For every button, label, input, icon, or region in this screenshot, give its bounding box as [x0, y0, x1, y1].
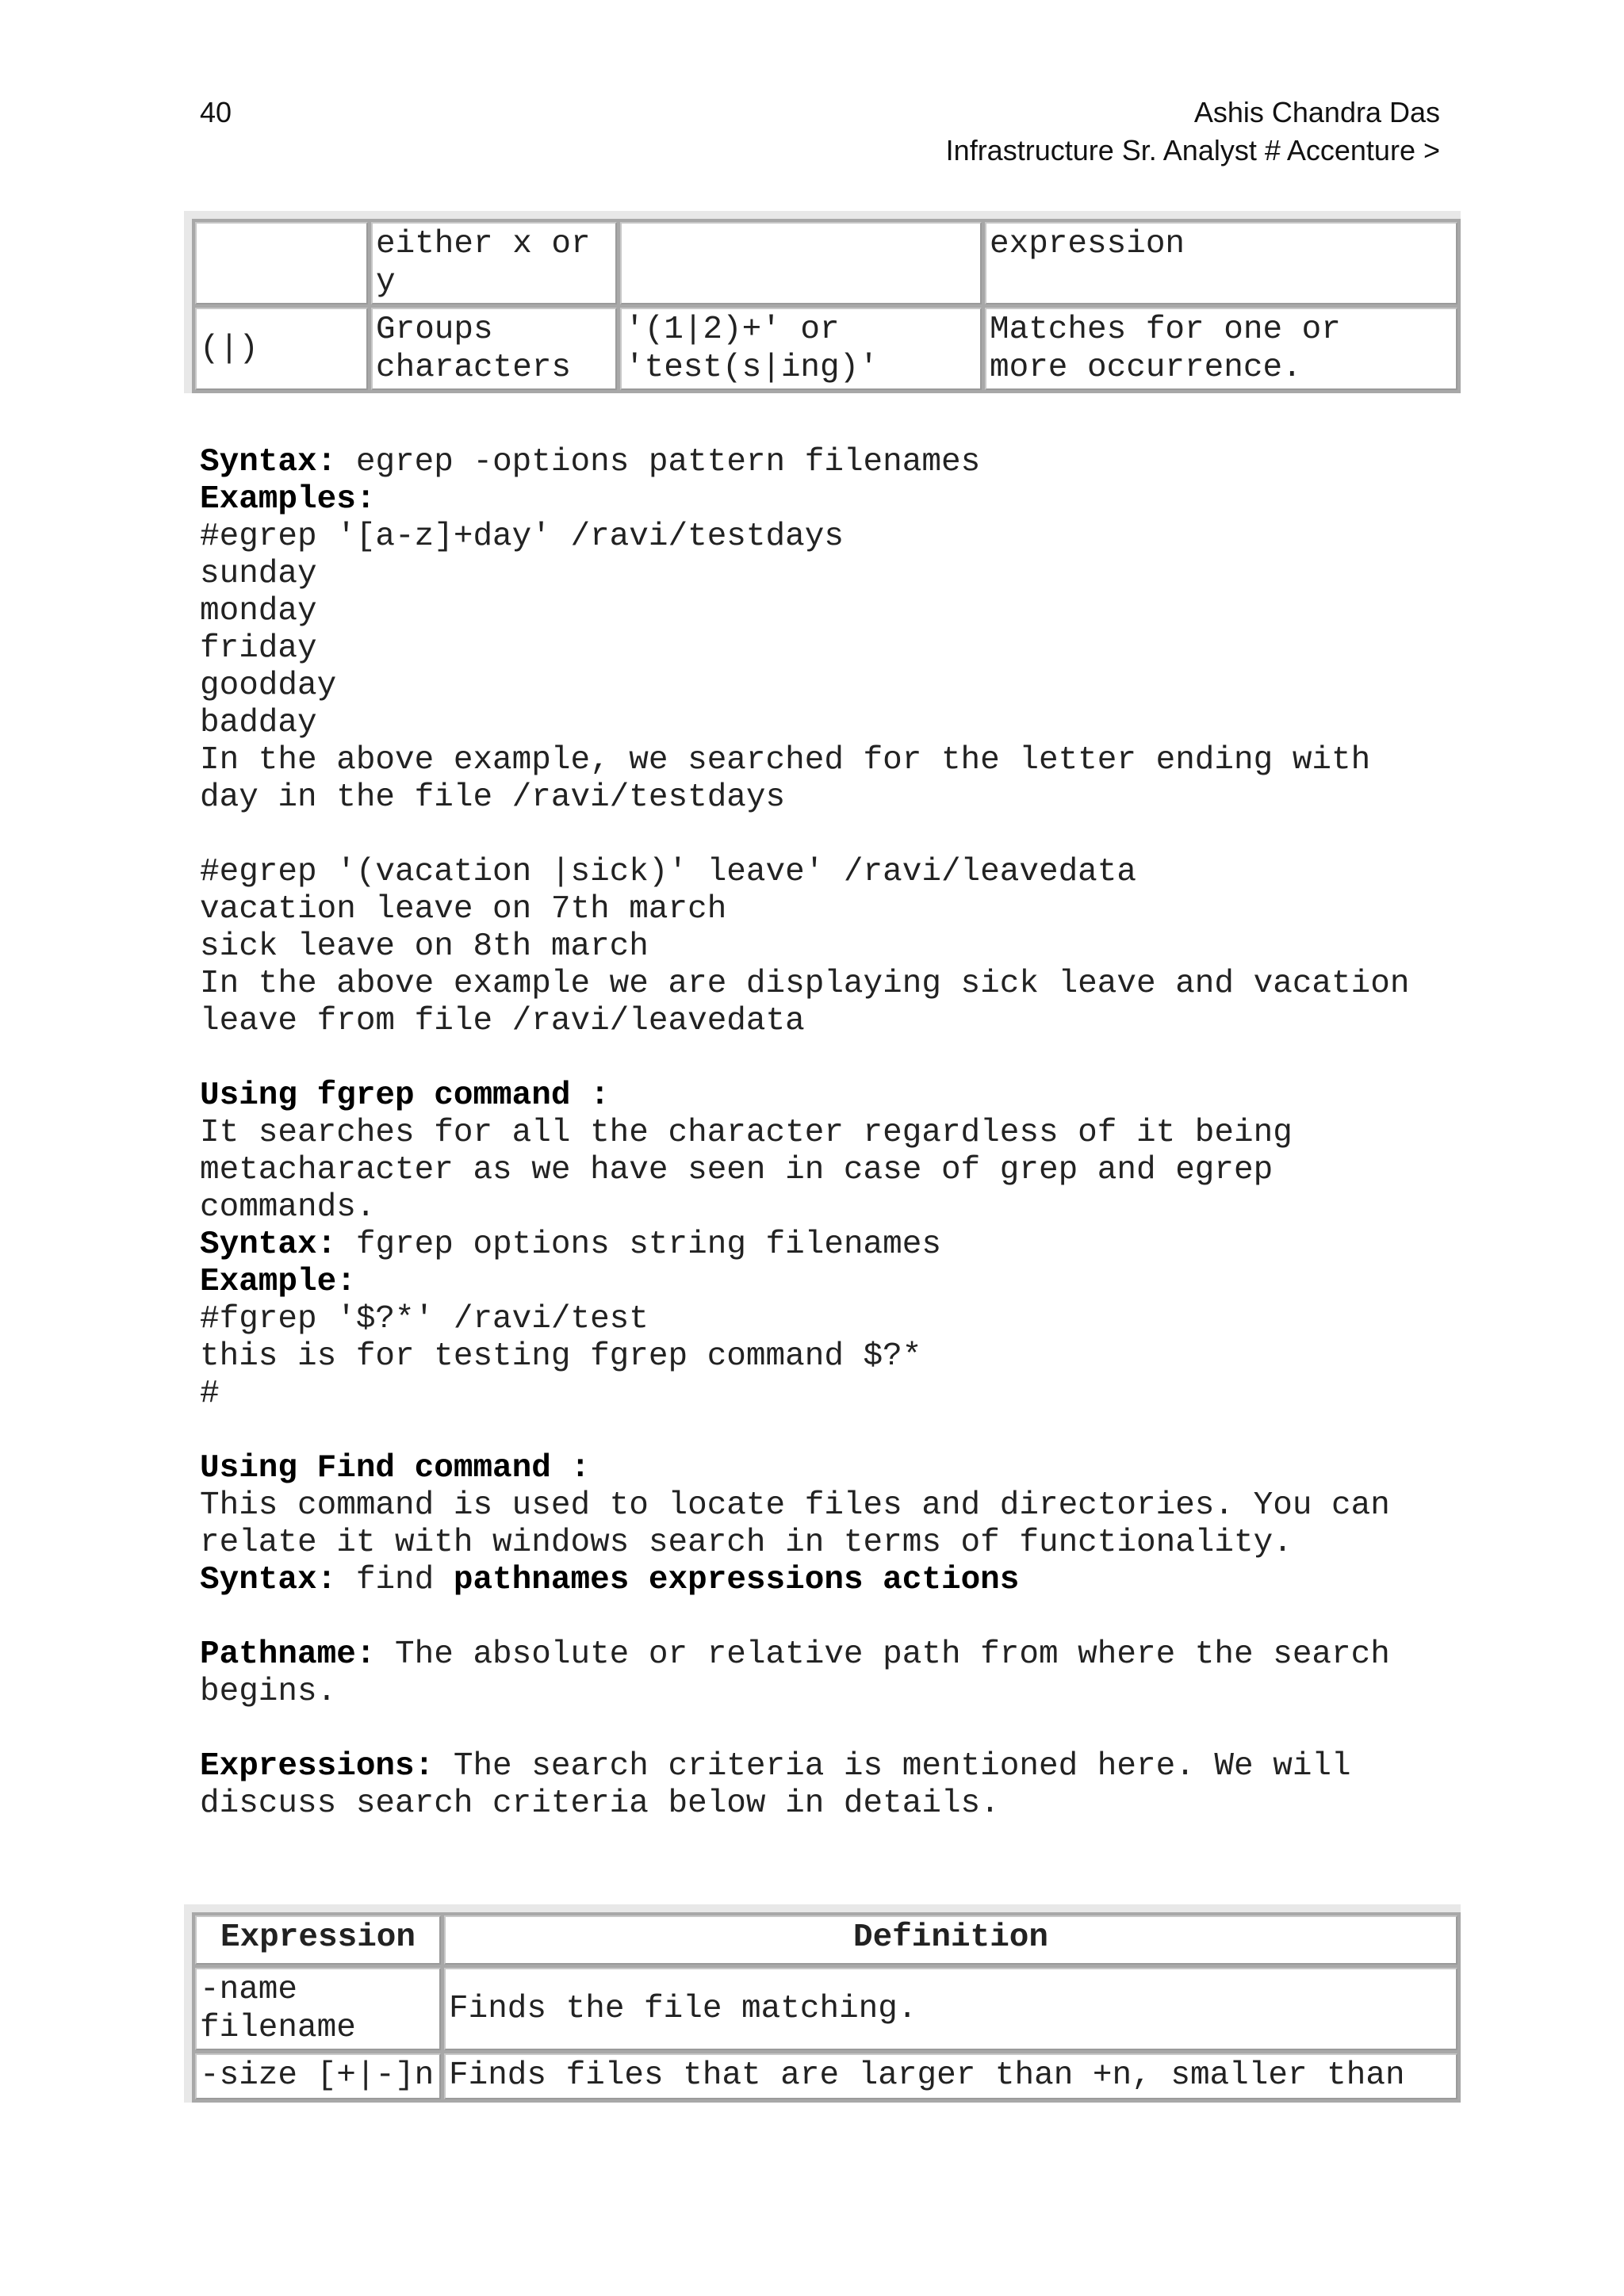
description-line: begins. [200, 1674, 337, 1710]
find-heading: Using Find command : [200, 1450, 591, 1487]
cell-text: Matches for one or more occurrence. [990, 312, 1341, 386]
expressions-text: The search criteria is mentioned here. We will [434, 1748, 1351, 1785]
description-line: discuss search criteria below in details. [200, 1785, 1000, 1822]
description-line: relate it with windows search in terms of functionality. [200, 1525, 1293, 1561]
header-cell: Definition [444, 1915, 1457, 1965]
table-cell [620, 308, 982, 390]
table-row [195, 308, 1457, 390]
description-line: metacharacter as we have seen in case of grep and egrep [200, 1152, 1274, 1188]
egrep-syntax-line [200, 444, 1484, 481]
blank-line [200, 1413, 1484, 1450]
table-cell [195, 222, 368, 304]
table-cell: expression [985, 222, 1457, 304]
find-syntax-line [200, 1562, 1484, 1599]
expressions-line [200, 1748, 1484, 1785]
table-cell [985, 308, 1457, 390]
output-line: this is for testing fgrep command $?* [200, 1338, 922, 1375]
example-label: Example: [200, 1264, 356, 1300]
table-cell: -size [+|-]n [195, 2053, 441, 2099]
syntax-label: Syntax: [200, 1562, 337, 1598]
header-cell: Expression [195, 1915, 441, 1965]
table-cell [620, 222, 982, 304]
blank-line [200, 1040, 1484, 1077]
table-header-row [195, 1915, 1457, 1965]
output-line: sunday [200, 556, 317, 592]
table-cell: (|) [195, 308, 368, 390]
fgrep-syntax-line [200, 1226, 1484, 1264]
blank-line [200, 817, 1484, 854]
fgrep-heading: Using fgrep command : [200, 1077, 610, 1114]
syntax-text: find [336, 1562, 454, 1598]
pathname-label: Pathname: [200, 1636, 376, 1673]
regex-table-continued [184, 211, 1461, 393]
table-row [195, 2053, 1457, 2099]
syntax-text: egrep -options pattern filenames [336, 444, 981, 480]
prompt-line: # [200, 1376, 220, 1412]
table-cell: Finds the file matching. [444, 1968, 1457, 2050]
find-expressions-table [184, 1904, 1461, 2103]
blank-line [200, 1711, 1484, 1748]
expressions-label: Expressions: [200, 1748, 435, 1785]
output-line: sick leave on 8th march [200, 928, 649, 965]
description-line: In the above example we are displaying sick leave and vacation [200, 966, 1410, 1002]
table-cell [371, 222, 617, 304]
table-cell: Finds files that are larger than +n, smaller than [444, 2053, 1457, 2099]
cell-text: Groups characters [376, 312, 572, 386]
syntax-label: Syntax: [200, 1226, 337, 1263]
body-text [200, 444, 1484, 1823]
syntax-text: fgrep options string filenames [336, 1226, 941, 1263]
output-line: friday [200, 630, 317, 667]
pathname-text: The absolute or relative path from where the search [375, 1636, 1390, 1673]
output-line: vacation leave on 7th march [200, 891, 727, 928]
description-line: This command is used to locate files and directories. You can [200, 1487, 1390, 1524]
output-line: badday [200, 705, 317, 741]
command-line: #egrep '(vacation |sick)' leave' /ravi/leavedata [200, 854, 1136, 890]
output-line: monday [200, 593, 317, 629]
cell-text: -name filename [200, 1972, 356, 2046]
command-line: #egrep '[a-z]+day' /ravi/testdays [200, 519, 844, 555]
table-row [195, 222, 1457, 304]
table-cell [195, 1968, 441, 2050]
description-line: leave from file /ravi/leavedata [200, 1003, 805, 1039]
examples-label: Examples: [200, 481, 376, 518]
description-line: In the above example, we searched for the letter ending with [200, 742, 1371, 779]
page-number: 40 [200, 96, 232, 128]
cell-text: '(1|2)+' or 'test(s|ing)' [625, 312, 879, 386]
description-line: commands. [200, 1189, 376, 1226]
pathname-line [200, 1636, 1484, 1674]
cell-text: either x or y [376, 226, 591, 300]
table-row [195, 1968, 1457, 2050]
author-name: Ashis Chandra Das [1193, 96, 1440, 128]
author-role: Infrastructure Sr. Analyst # Accenture > [945, 134, 1440, 166]
output-line: goodday [200, 668, 337, 704]
syntax-args: pathnames expressions actions [453, 1562, 1020, 1598]
command-line: #fgrep '$?*' /ravi/test [200, 1301, 649, 1337]
description-line: It searches for all the character regardless of it being [200, 1115, 1293, 1151]
syntax-label: Syntax: [200, 444, 337, 480]
blank-line [200, 1599, 1484, 1636]
table-cell [371, 308, 617, 390]
description-line: day in the file /ravi/testdays [200, 779, 786, 816]
